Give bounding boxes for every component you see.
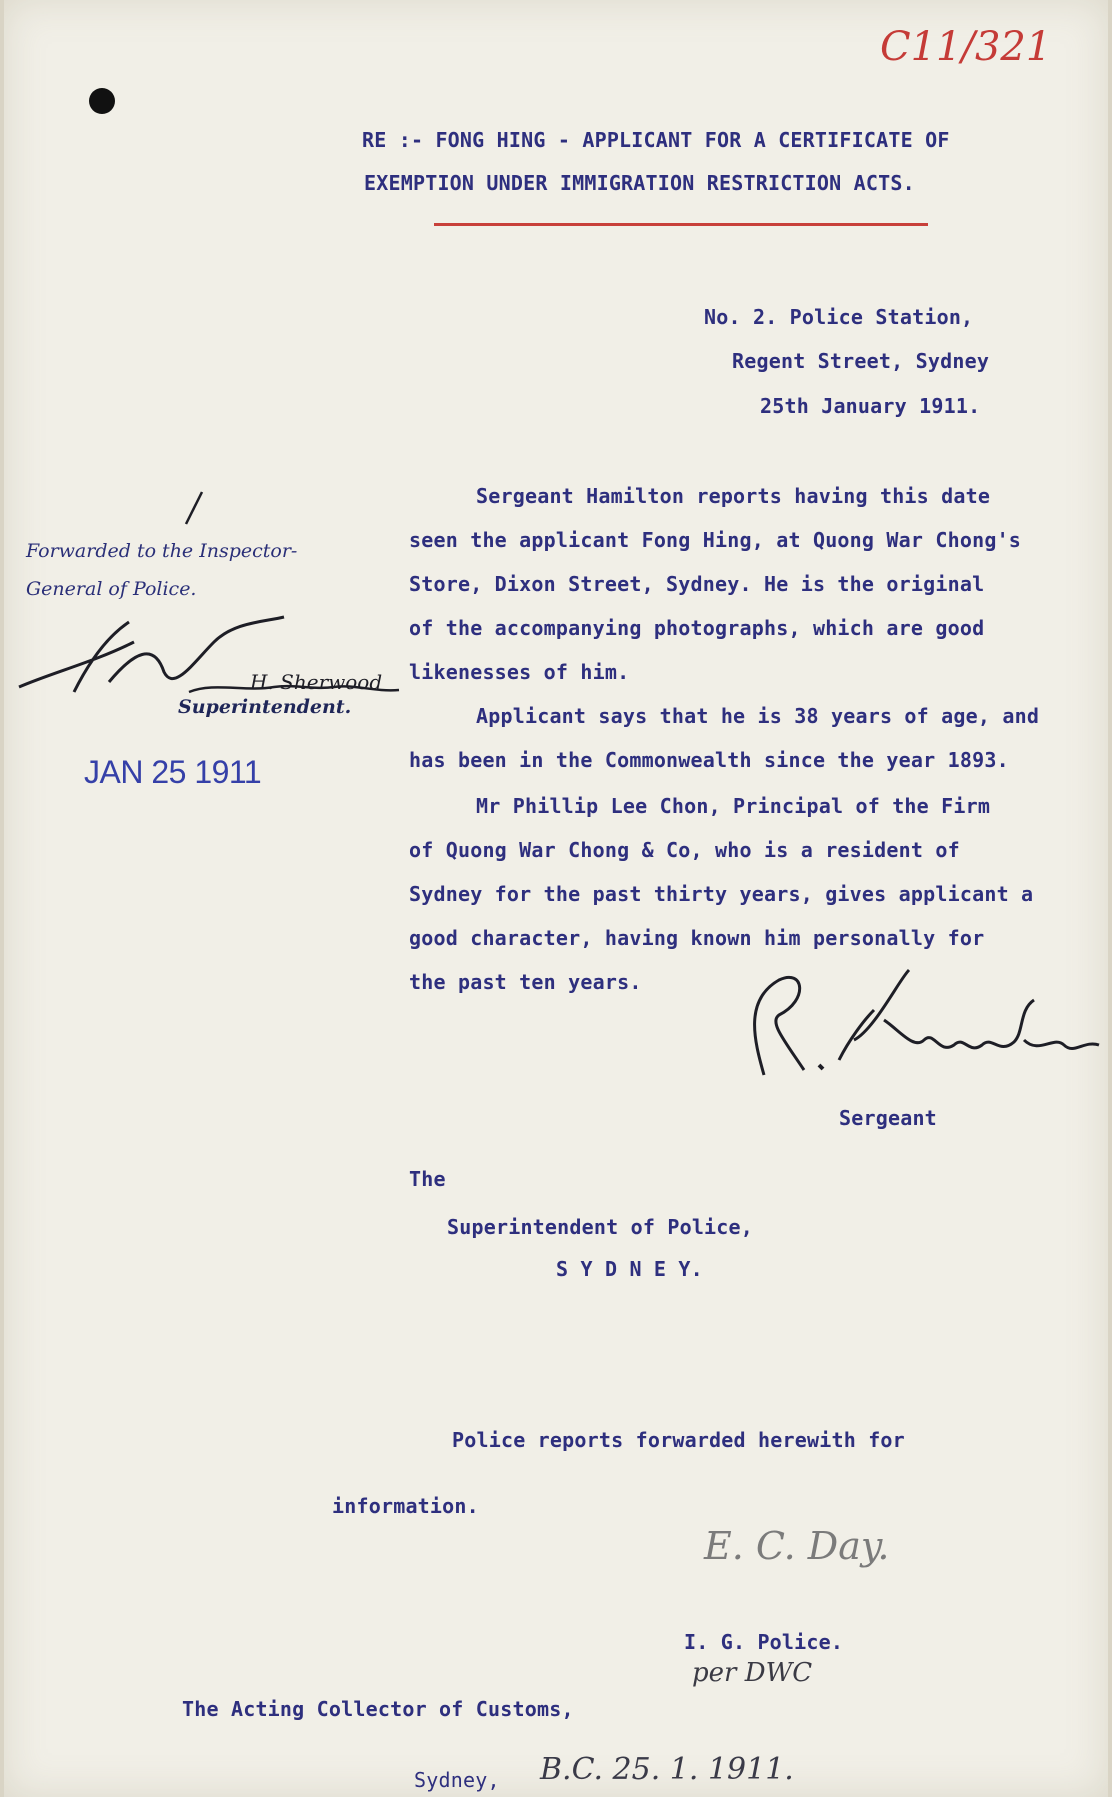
body-line: Applicant says that he is 38 years of age, and	[476, 704, 1040, 728]
address-line-1: No. 2. Police Station,	[704, 305, 974, 329]
sherwood-signature-text: H. Sherwood	[250, 670, 383, 694]
body-line: Sydney for the past thirty years, gives applicant a	[409, 882, 1034, 906]
endorsement-line-1: Police reports forwarded herewith for	[452, 1428, 905, 1452]
body-line: Mr Phillip Lee Chon, Principal of the Firm	[476, 794, 991, 818]
stamp-line-1: Forwarded to the Inspector-	[26, 540, 298, 562]
tick-mark	[180, 488, 210, 528]
endorsement-line-2: information.	[332, 1494, 479, 1518]
letter-date: 25th January 1911.	[760, 394, 981, 418]
pencil-signature: E. C. Day.	[704, 1524, 890, 1568]
body-line: of Quong War Chong & Co, who is a resident of	[409, 838, 960, 862]
reference-number: C11/321	[880, 24, 1052, 70]
heading-underline	[434, 223, 928, 226]
body-line: Store, Dixon Street, Sydney. He is the original	[409, 572, 985, 596]
document-page	[4, 0, 1108, 1797]
heading-line-2: EXEMPTION UNDER IMMIGRATION RESTRICTION ACTS.	[364, 171, 915, 195]
handwritten-date: B.C. 25. 1. 1911.	[540, 1752, 794, 1787]
body-line: good character, having known him personally for	[409, 926, 985, 950]
signature-title: Sergeant	[839, 1106, 937, 1130]
body-line: Sergeant Hamilton reports having this date	[476, 484, 991, 508]
sherwood-signature	[14, 612, 404, 707]
addressee-line-3: S Y D N E Y.	[556, 1257, 703, 1281]
heading-line-1: RE :- FONG HING - APPLICANT FOR A CERTIFICATE OF	[362, 128, 950, 152]
body-line: has been in the Commonwealth since the year 1893.	[409, 748, 1009, 772]
stamp-date: JAN 25 1911	[84, 754, 262, 790]
recipient-line: The Acting Collector of Customs,	[182, 1697, 574, 1721]
address-line-2: Regent Street, Sydney	[732, 349, 990, 373]
signed-by: I. G. Police.	[684, 1630, 844, 1654]
body-line: likenesses of him.	[409, 660, 630, 684]
recipient-city: Sydney,	[414, 1768, 500, 1792]
addressee-line-1: The	[409, 1167, 446, 1191]
per-initials: per DWC	[692, 1658, 813, 1688]
hamilton-signature	[724, 960, 1104, 1080]
body-line: of the accompanying photographs, which are good	[409, 616, 985, 640]
punch-hole	[89, 88, 115, 114]
body-line: the past ten years.	[409, 970, 642, 994]
superintendent-title: Superintendent.	[178, 696, 352, 718]
stamp-line-2: General of Police.	[26, 578, 197, 600]
body-line: seen the applicant Fong Hing, at Quong War Chong's	[409, 528, 1022, 552]
addressee-line-2: Superintendent of Police,	[447, 1215, 754, 1239]
